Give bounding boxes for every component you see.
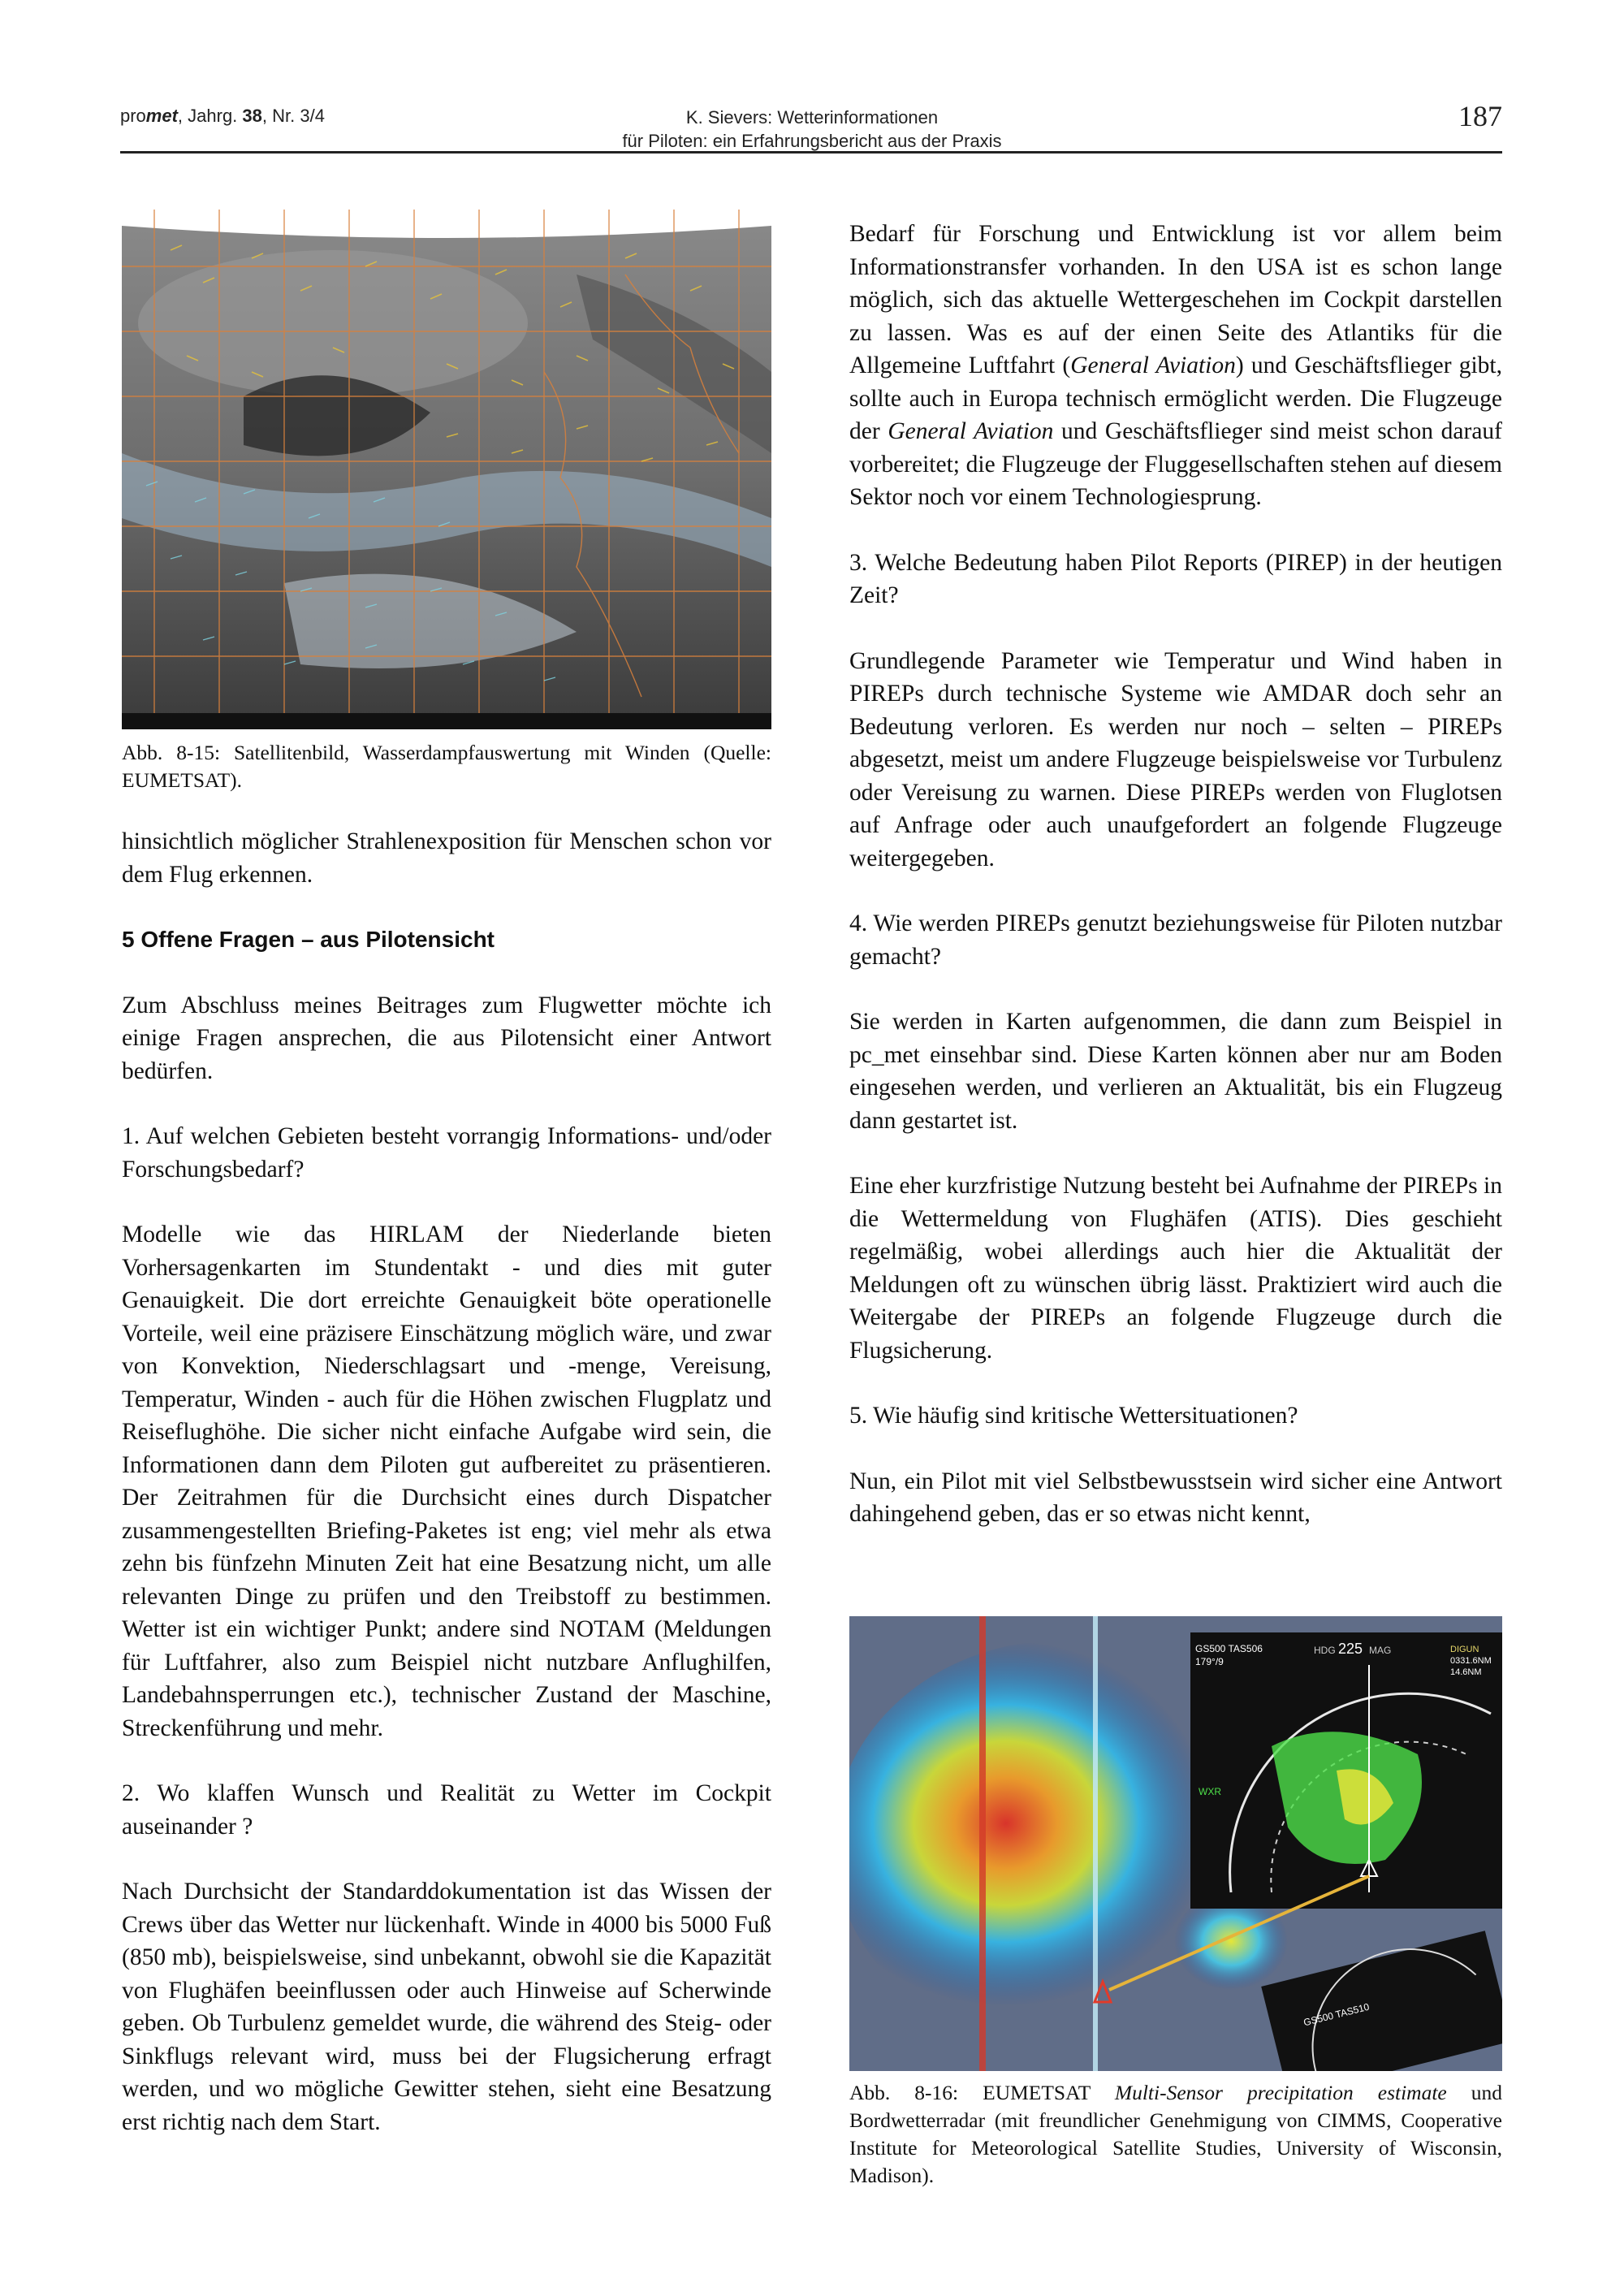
- radar-heading: 225: [1338, 1641, 1363, 1657]
- radar-inset-label: GS500 TAS510: [1302, 2000, 1371, 2029]
- question-1: 1. Auf welchen Gebieten besteht vorrangig Informations- und/oder Forschungsbedarf?: [122, 1123, 771, 1183]
- radar-digi: DIGUN: [1450, 1645, 1479, 1654]
- radar-graphic: [849, 1616, 1502, 2071]
- left-column: [122, 739, 771, 2171]
- question-2: 2. Wo klaffen Wunsch und Realität zu Wetter im Cockpit auseinander ?: [122, 1780, 771, 1840]
- satellite-graphic: [122, 210, 771, 729]
- page-number: 187: [1458, 100, 1502, 132]
- question-5: 5. Wie häufig sind kritische Wettersituationen?: [849, 1403, 1298, 1429]
- radar-ground-speed: GS500 TAS506: [1195, 1643, 1263, 1654]
- figure2-caption: Abb. 8-16: EUMETSAT Multi-Sensor precipitation estimate und Bordwetterradar (mit freundlicher Genehmigung von CIMMS, Cooperative Institute for Meteorological Satellite Studies, University of Wisconsin, Madison).: [849, 2081, 1502, 2187]
- journal-citation: promet, Jahrg. 38, Nr. 3/4: [120, 106, 325, 126]
- section-heading: 5 Offene Fragen – aus Pilotensicht: [122, 927, 495, 952]
- running-title-line1: K. Sievers: Wetterinformationen: [685, 107, 939, 128]
- answer-4b: Eine eher kurzfristige Nutzung besteht bei Aufnahme der PIREPs in die Wettermeldung von Flughäfen (ATIS). Dies geschieht regelmäßig, wobei allerdings auch hier die Aktualität der Meldungen oft zu wünschen übrig lässt. Praktiziert wird auch die Weitergabe der PIREPs an folgende Flugzeuge durch die Flugsicherung.: [849, 1173, 1502, 1364]
- radar-mag-label: MAG: [1369, 1645, 1392, 1656]
- answer-3: Grundlegende Parameter wie Temperatur und Wind haben in PIREPs durch technische Systeme wie AMDAR doch sehr an Bedeutung verloren. Es werden nur noch – selten – PIREPs abgesetzt, meist um andere Flugzeuge beispielsweise vor Turbulenz oder Vereisung zu warnen. Diese PIREPs werden von Fluglotsen auf Anfrage oder auch unaufgefordert an folgende Flugzeuge weitergegeben.: [849, 647, 1502, 871]
- figure2-caption-block: [849, 2079, 1502, 2222]
- answer-4a: Sie werden in Karten aufgenommen, die dann zum Beispiel in pc_met einsehbar sind. Diese Karten können aber nur am Boden eingesehen werden, und verlieren an Aktualität, bis ein Flugzeug dann gestartet ist.: [849, 1009, 1502, 1134]
- radar-wxr: WXR: [1199, 1786, 1221, 1797]
- answer-2: Nach Durchsicht der Standarddokumentation ist das Wissen der Crews über das Wetter nur lückenhaft. Winde in 4000 bis 5000 Fuß (850 mb), beispielsweise, sind unbekannt, obwohl sie die Kapazität von Flughäfen beeinflussen oder auch Hinweise auf Scherwinde geben. Ob Turbulenz gemeldet wurde, die während des Steig- oder Sinkflugs relevant wird, muss bei der Flugsicherung erfragt werden, und wo mögliche Gewitter stehen, sieht eine Besatzung erst richtig nach dem Start.: [122, 1879, 771, 2135]
- question-3: 3. Welche Bedeutung haben Pilot Reports (PIREP) in der heutigen Zeit?: [849, 549, 1502, 608]
- radar-image: [849, 1616, 1502, 2071]
- paragraph-intro: Zum Abschluss meines Beitrages zum Flugwetter möchte ich einige Fragen ansprechen, die aus Pilotensicht einer Antwort bedürfen.: [122, 992, 771, 1084]
- answer-5: Nun, ein Pilot mit viel Selbstbewusstsein wird sicher eine Antwort dahingehend geben, das er so etwas nicht kennt,: [849, 1468, 1502, 1527]
- right-column: [849, 218, 1502, 1563]
- radar-distance: 0331.6NM: [1450, 1656, 1492, 1666]
- answer-1: Modelle wie das HIRLAM der Niederlande bieten Vorhersagenkarten im Stundentakt - und dies mit guter Genauigkeit. Die dort erreichte Genauigkeit böte operationelle Vorteile, weil eine präzisere Einschätzung möglich wäre, und zwar von Konvektion, Niederschlagsart und -menge, Vereisung, Temperatur, Winden - auch für die Höhen zwischen Flugplatz und Reiseflughöhe. Die sicher nicht einfache Aufgabe wird sein, die Informationen dann dem Piloten gut aufbereitet zu präsentieren. Der Zeitrahmen für die Durchsicht eines durch Dispatcher zusammengestellten Briefing-Paketes ist eng; viel mehr als etwa zehn bis fünfzehn Minuten Zeit hat eine Besatzung nicht, um alle relevanten Dinge zu prüfen und den Treibstoff zu bestimmen. Wetter ist ein wichtiger Punkt; andere sind NOTAM (Meldungen für Luftfahrer, also zum Beispiel nicht nutzbare Anflughilfen, Landebahnsperrungen etc.), technischer Zustand der Maschine, Streckenführung und mehr.: [122, 1222, 771, 1741]
- radar-hdg-label: HDG: [1314, 1645, 1336, 1656]
- radar-wind: 179°/9: [1195, 1656, 1224, 1667]
- radar-eta: 14.6NM: [1450, 1667, 1482, 1677]
- question-4: 4. Wie werden PIREPs genutzt beziehungsweise für Piloten nutzbar gemacht?: [849, 910, 1502, 970]
- header-rule: [120, 151, 1502, 153]
- paragraph-continued: hinsichtlich möglicher Strahlenexposition für Menschen schon vor dem Flug erkennen.: [122, 828, 771, 888]
- running-title: [568, 106, 1056, 153]
- figure1-caption: Abb. 8-15: Satellitenbild, Wasserdampfauswertung mit Winden (Quelle: EUMETSAT).: [122, 741, 771, 792]
- satellite-image: [122, 210, 771, 729]
- running-title-line2: für Piloten: ein Erfahrungsbericht aus der Praxis: [622, 131, 1002, 151]
- paragraph-info-transfer: Bedarf für Forschung und Entwicklung ist vor allem beim Informationstransfer vorhanden. In den USA ist es schon lange möglich, sich das aktuelle Wettergeschehen im Cockpit darstellen zu lassen. Was es auf der einen Seite des Atlantiks für die Allgemeine Luftfahrt (General Aviation) und Geschäftsflieger gibt, sollte auch in Europa technisch ermöglicht werden. Die Flugzeuge der General Aviation und Geschäftsflieger sind meist schon darauf vorbereitet; die Flugzeuge der Fluggesellschaften stehen auf diesem Sektor noch vor einem Technologiesprung.: [849, 221, 1502, 510]
